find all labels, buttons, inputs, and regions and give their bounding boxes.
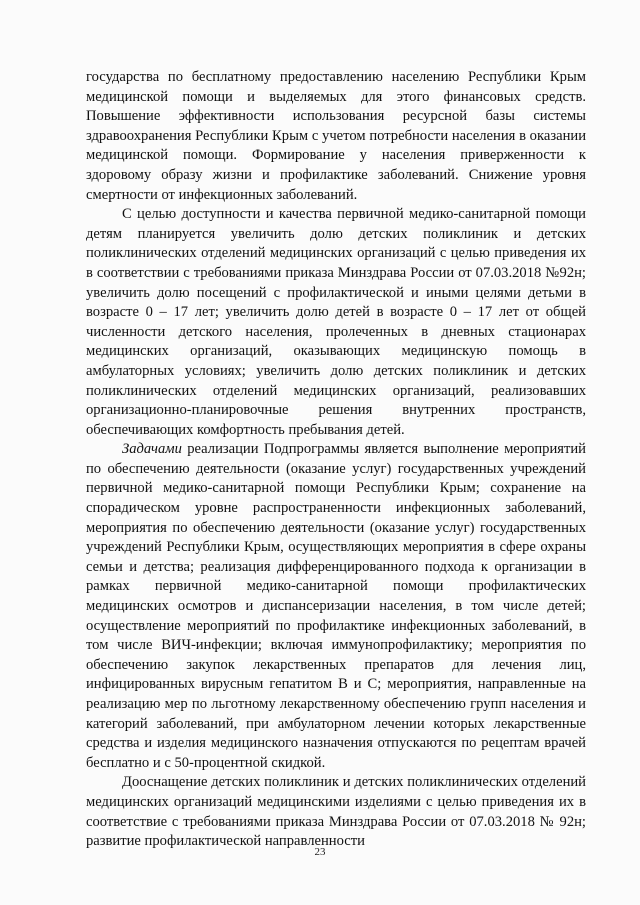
paragraph-goals-continuation: государства по бесплатному предоставлению населению Республики Крым медицинской помощи и выделяемых для этого финансовых средств. Повышение эффективности использования ресурсной базы системы здравоохранения Республики Крым с учетом потребности населения в оказании медицинской помощи. Формирование у населения приверженности к здоровому образу жизни и профилактике заболеваний. Снижение уровня смертности от инфекционных заболеваний. bbox=[86, 69, 586, 203]
document-body bbox=[86, 68, 586, 852]
tasks-text: реализации Подпрограммы является выполнение мероприятий по обеспечению деятельности (оказание услуг) государственных учреждений первичной медико-санитарной помощи Республики Крым; сохранение на спорадическом уровне распространенности инфекционных заболеваний, мероприятия по обеспечению деятельности (оказание услуг) государственных учреждений Республики Крым, осуществляющих мероприятия в сфере охраны семьи и детства; реализация дифференцированного подхода к организации в рамках первичной медико-санитарной помощи профилактических медицинских осмотров и диспансеризации населения, в том числе детей; осуществление мероприятий по профилактике инфекционных заболеваний, в том числе ВИЧ-инфекции; включая иммунопрофилактику; мероприятия по обеспечению закупок лекарственных препаратов для лечения лиц, инфицированных вирусным гепатитом В и С; мероприятия, направленные на реализацию мер по льготному лекарственному обеспечению групп населения и категорий заболеваний, при амбулаторном лечении которых лекарственные средства и изделия медицинского назначения отпускаются по рецептам врачей бесплатно и с 50-процентной скидкой. bbox=[86, 441, 586, 771]
tasks-lead-word: Задачами bbox=[122, 441, 182, 458]
paragraph-tasks bbox=[86, 440, 586, 773]
paragraph-equipment: Дооснащение детских поликлиник и детских поликлинических отделений медицинских организаций медицинскими изделиями с целью приведения их в соответствие с требованиями приказа Минздрава России от 07.03.2018 № 92н; развитие профилактической направленности bbox=[86, 774, 586, 850]
paragraph-pediatric-care: С целью доступности и качества первичной медико-санитарной помощи детям планируется увеличить долю детских поликлиник и детских поликлинических отделений медицинских организаций с целью приведения их в соответствии с требованиями приказа Минздрава России от 07.03.2018 №92н; увеличить долю посещений с профилактической и иными целями детьми в возрасте 0 – 17 лет; увеличить долю детей в возрасте 0 – 17 лет от общей численности детского населения, пролеченных в дневных стационарах медицинских организаций, оказывающих медицинскую помощь в амбулаторных условиях; увеличить долю детских поликлиник и детских поликлинических отделений медицинских организаций, реализовавших организационно-планировочные решения внутренних пространств, обеспечивающих комфортность пребывания детей. bbox=[86, 206, 586, 438]
page-number: 23 bbox=[314, 846, 326, 858]
